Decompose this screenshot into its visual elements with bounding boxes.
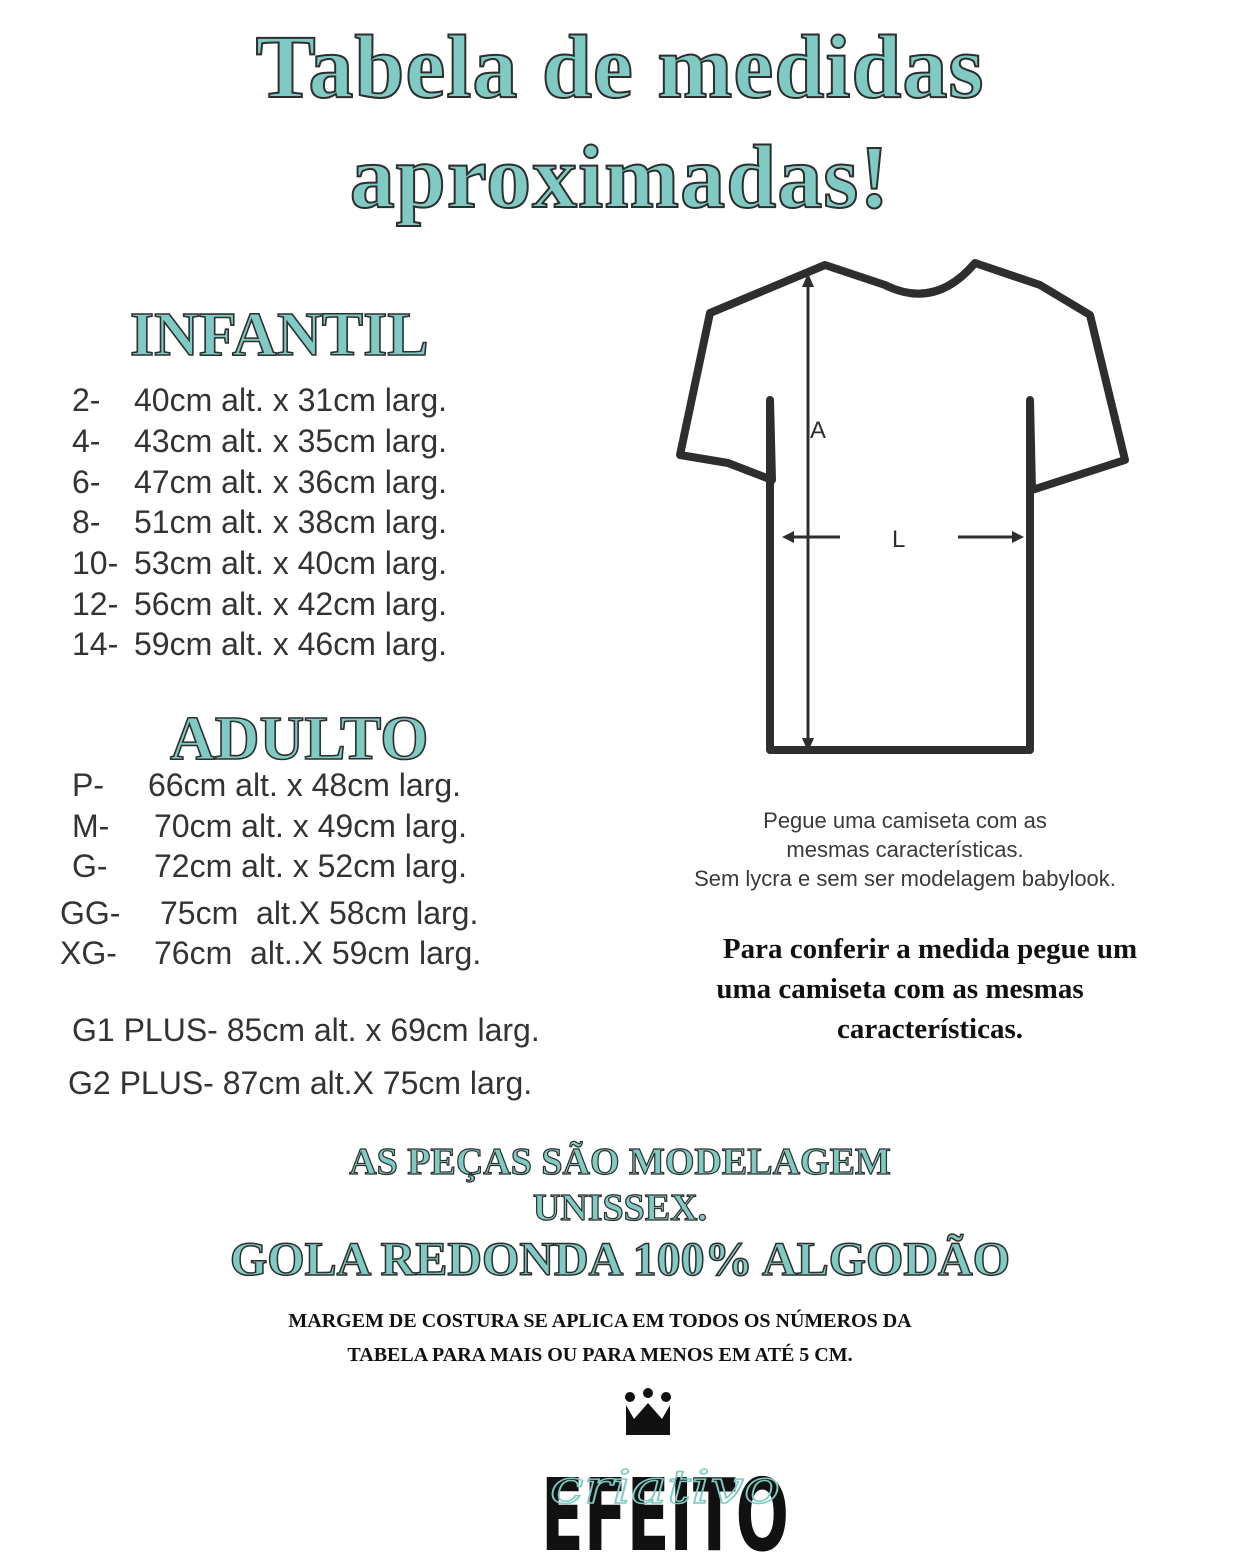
brand-script: criativo (550, 1460, 780, 1514)
measure-value: 43cm alt. x 35cm larg. (134, 423, 447, 459)
caption-line3: Sem lycra e sem ser modelagem babylook. (694, 866, 1116, 891)
measure-value: 72cm alt. x 52cm larg. (154, 848, 467, 884)
list-item (72, 422, 447, 460)
size-label: GG- (60, 895, 121, 931)
measure-value: 85cm alt. x 69cm larg. (226, 1012, 540, 1048)
measure-value: 75cm alt.X 58cm larg. (160, 895, 479, 931)
measure-value: 87cm alt.X 75cm larg. (222, 1065, 533, 1101)
brand-logo (530, 1385, 800, 1555)
list-item (60, 894, 478, 932)
measure-note (650, 929, 1210, 1049)
size-label: G- (72, 848, 108, 884)
list-item (72, 463, 447, 501)
measure-value: 53cm alt. x 40cm larg. (134, 545, 447, 581)
size-label: 14- (72, 626, 119, 662)
footer-line2: UNISSEX. (532, 1187, 708, 1229)
note-line3: características. (837, 1013, 1023, 1045)
list-item (72, 1011, 540, 1049)
list-item (72, 625, 447, 663)
caption-line1: Pegue uma camiseta com as (763, 808, 1047, 833)
size-label: G1 PLUS- (72, 1012, 218, 1048)
size-label: 4- (72, 423, 101, 459)
footer-line1: AS PEÇAS SÃO MODELAGEM (349, 1141, 891, 1183)
size-label: XG- (60, 935, 117, 971)
size-label: 10- (72, 545, 119, 581)
note-line1: Para conferir a medida pegue um (722, 933, 1138, 965)
size-label: G2 PLUS- (68, 1065, 214, 1101)
list-item (72, 503, 447, 541)
list-item (72, 381, 447, 419)
measure-value: 40cm alt. x 31cm larg. (134, 382, 447, 418)
size-label: P- (72, 767, 104, 803)
size-label: 12- (72, 586, 119, 622)
measure-value: 51cm alt. x 38cm larg. (134, 504, 447, 540)
list-item (60, 934, 481, 972)
adulto-heading: ADULTO (170, 705, 429, 773)
tshirt-outline (680, 263, 1125, 750)
page-title-line2: aproximadas! (349, 128, 891, 227)
infantil-heading: INFANTIL (130, 301, 429, 369)
size-label: 6- (72, 464, 101, 500)
measure-value: 47cm alt. x 36cm larg. (134, 464, 447, 500)
tshirt-diagram (670, 255, 1140, 775)
measure-value: 66cm alt. x 48cm larg. (148, 767, 461, 803)
crown-icon (625, 1388, 671, 1435)
measure-value: 76cm alt..X 59cm larg. (154, 935, 482, 971)
list-item (72, 847, 467, 885)
note-line2: uma camiseta com as mesmas (716, 973, 1084, 1005)
measure-value: 70cm alt. x 49cm larg. (154, 808, 467, 844)
height-label: A (810, 417, 827, 444)
size-label: 2- (72, 382, 101, 418)
width-label: L (892, 526, 906, 553)
page-title-line1: Tabela de medidas (255, 18, 985, 117)
footer-small-line2: TABELA PARA MAIS OU PARA MENOS EM ATÉ 5 CM. (347, 1344, 853, 1366)
list-item (72, 585, 447, 623)
list-item (68, 1064, 532, 1102)
footer-small-line1: MARGEM DE COSTURA SE APLICA EM TODOS OS NÚMEROS DA (288, 1310, 912, 1332)
caption (620, 806, 1190, 893)
caption-line2: mesmas características. (786, 837, 1024, 862)
measure-value: 59cm alt. x 46cm larg. (134, 626, 447, 662)
list-item (72, 807, 467, 845)
brand-name: EFEITO (541, 1457, 789, 1555)
size-label: M- (72, 808, 110, 844)
footer-line3: GOLA REDONDA 100% ALGODÃO (229, 1233, 1011, 1286)
size-label: 8- (72, 504, 101, 540)
list-item (72, 544, 447, 582)
measure-value: 56cm alt. x 42cm larg. (134, 586, 447, 622)
list-item (72, 766, 461, 804)
